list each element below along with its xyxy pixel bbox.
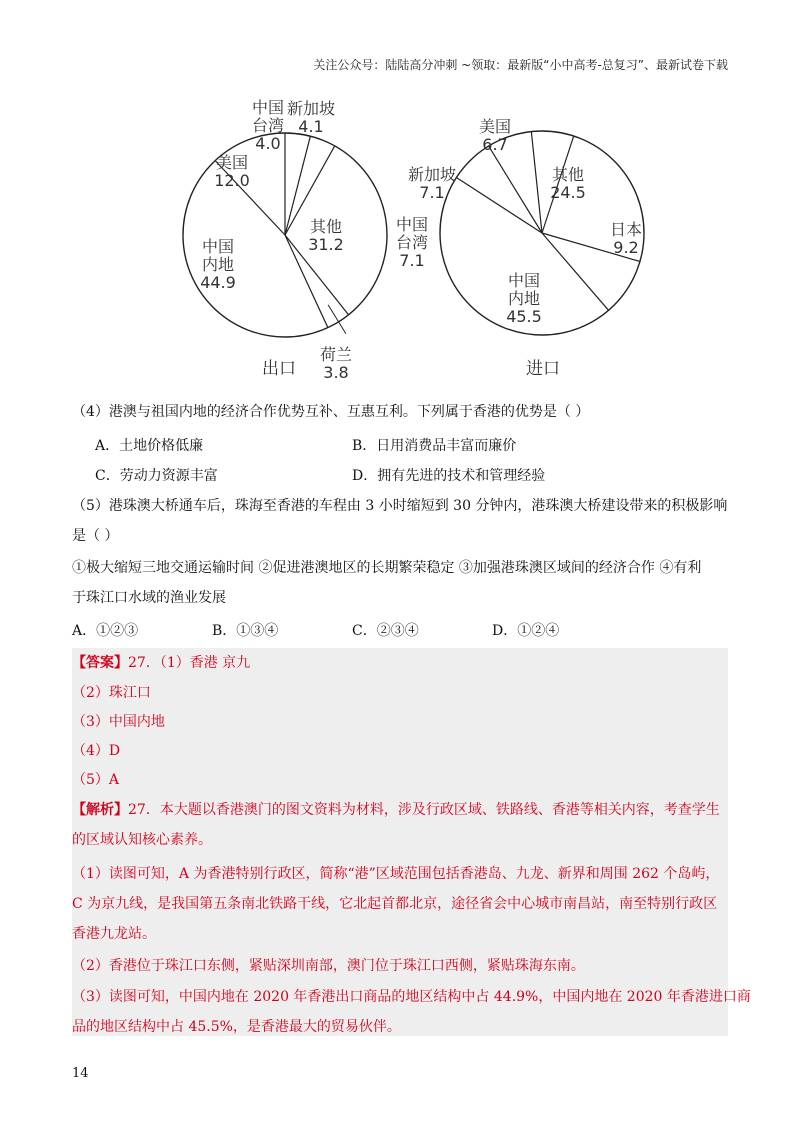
analysis-line-3: （1）读图可知，A 为香港特别行政区，简称“港”区域范围包括香港岛、九龙、新界和周围 262 个岛屿， [72, 866, 720, 882]
pie-slice-label: 中国台湾 7.1 [395, 215, 429, 270]
answer-line-1 [72, 652, 250, 672]
pie-slice-label: 日本 9.2 [609, 220, 643, 257]
q5-line-4: 于珠江口水域的渔业发展 [72, 590, 226, 606]
q4-option-a: A．土地价格低廉 [95, 438, 204, 454]
page-header: 关注公众号：陆陆高分冲刺 ~领取：最新版“小中高考-总复习”、最新试卷下载 [313, 58, 728, 72]
answer-line-4: （4）D [72, 743, 121, 759]
q5-line-2: 是（ ） [72, 528, 119, 544]
q4-option-c: C．劳动力资源丰富 [95, 468, 218, 484]
analysis-tag: 【解析】 [72, 802, 128, 818]
pie-chart-svg [150, 80, 650, 385]
q5-option-d: D．①②④ [492, 623, 560, 639]
pie-slice-label: 中国内地 45.5 [506, 271, 542, 326]
answer-line-2: （2）珠江口 [72, 685, 151, 701]
q5-option-c: C．②③④ [352, 623, 419, 639]
analysis-line-7: （3）读图可知，中国内地在 2020 年香港出口商品的地区结构中占 44.9%，中国内地在 2020 年香港进口商 [72, 989, 751, 1005]
analysis-line-1 [72, 799, 720, 819]
q5-line-1: （5）港珠澳大桥通车后，珠海至香港的车程由 3 小时缩短到 30 分钟内，港珠澳大桥建设带来的积极影响 [72, 498, 728, 514]
pie-slice-label: 荷兰 3.8 [319, 345, 353, 382]
answer-tag: 【答案】 [72, 655, 128, 671]
import-caption: 进口 [526, 359, 560, 379]
pie-slice-label: 美国 12.0 [214, 153, 250, 190]
pie-slice-label: 其他 31.2 [308, 217, 344, 254]
answer-line-5: （5）A [72, 772, 120, 788]
import-pie [396, 117, 644, 335]
q4-stem: （4）港澳与祖国内地的经济合作优势互补、互惠互利。下列属于香港的优势是（ ） [72, 404, 590, 420]
answer-line-3: （3）中国内地 [72, 714, 165, 730]
q4-option-b: B．日用消费品丰富而廉价 [352, 438, 517, 454]
pie-slice-label: 中国内地 44.9 [200, 237, 236, 292]
pie-slice-label: 新加坡 4.1 [286, 99, 336, 136]
q5-line-3: ①极大缩短三地交通运输时间 ②促进港澳地区的长期繁荣稳定 ③加强港珠澳区域间的经济合作 ④有利 [72, 560, 702, 576]
q5-option-a: A．①②③ [72, 623, 139, 639]
page-number: 14 [72, 1066, 89, 1081]
pie-slice-label: 其他 24.5 [550, 165, 586, 202]
analysis-text-1: 27．本大题以香港澳门的图文资料为材料，涉及行政区域、铁路线、香港等相关内容，考查学生 [128, 802, 720, 818]
pie-charts [150, 80, 650, 389]
pie-slice-label: 中国台湾 4.0 [251, 98, 285, 153]
export-pie [183, 98, 387, 382]
analysis-line-8: 品的地区结构中占 45.5%，是香港最大的贸易伙伴。 [72, 1019, 401, 1035]
q5-option-b: B．①③④ [212, 623, 279, 639]
q4-option-d: D．拥有先进的技术和管理经验 [352, 468, 546, 484]
analysis-line-2: 的区域认知核心素养。 [72, 832, 212, 848]
analysis-line-4: C 为京九线，是我国第五条南北铁路干线，它北起首都北京，途径省会中心城市南昌站，南至特别行政区 [72, 896, 718, 912]
pie-slice-label: 新加坡 7.1 [407, 165, 457, 202]
answer-text-1: 27．（1）香港 京九 [128, 655, 251, 671]
analysis-line-6: （2）香港位于珠江口东侧，紧贴深圳南部，澳门位于珠江口西侧，紧贴珠海东南。 [72, 958, 585, 974]
pie-slice-label: 美国 6.7 [478, 117, 512, 154]
analysis-line-5: 香港九龙站。 [72, 926, 156, 942]
export-caption: 出口 [262, 359, 296, 379]
